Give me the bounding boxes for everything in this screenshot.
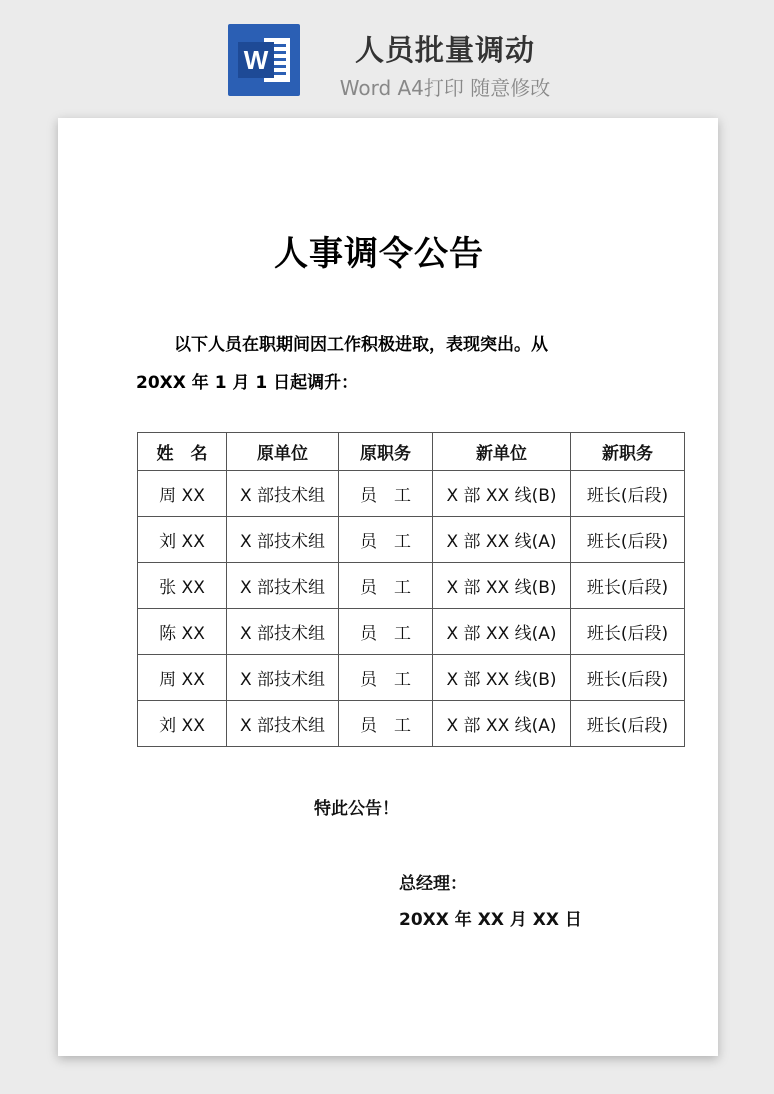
cell-name: 刘 XX [138, 517, 227, 563]
banner-subtitle: Word A4打印 随意修改 [339, 76, 551, 100]
cell-original-position: 员 工 [339, 655, 433, 701]
cell-new-position: 班长(后段) [571, 701, 685, 747]
cell-original-position: 员 工 [339, 609, 433, 655]
cell-original-unit: X 部技术组 [227, 655, 339, 701]
word-app-icon [228, 24, 300, 96]
intro-line-1: 以下人员在职期间因工作积极进取，表现突出。从 [174, 335, 548, 355]
cell-new-position: 班长(后段) [571, 517, 685, 563]
header-original-unit: 原单位 [227, 433, 339, 471]
cell-name: 张 XX [138, 563, 227, 609]
table-row [138, 609, 685, 655]
cell-name: 周 XX [138, 471, 227, 517]
cell-new-unit: X 部 XX 线(A) [433, 517, 571, 563]
cell-original-position: 员 工 [339, 701, 433, 747]
cell-new-position: 班长(后段) [571, 609, 685, 655]
cell-new-unit: X 部 XX 线(B) [433, 563, 571, 609]
cell-original-position: 员 工 [339, 471, 433, 517]
cell-original-unit: X 部技术组 [227, 701, 339, 747]
transfer-table [137, 432, 685, 747]
banner-title: 人员批量调动 [354, 33, 535, 67]
signature-date: 20XX 年 XX 月 XX 日 [399, 910, 582, 930]
cell-name: 周 XX [138, 655, 227, 701]
header-original-position: 原职务 [339, 433, 433, 471]
header-new-unit: 新单位 [433, 433, 571, 471]
cell-new-position: 班长(后段) [571, 563, 685, 609]
table-row [138, 701, 685, 747]
cell-new-position: 班长(后段) [571, 655, 685, 701]
cell-original-unit: X 部技术组 [227, 517, 339, 563]
cell-original-unit: X 部技术组 [227, 471, 339, 517]
closing-statement: 特此公告！ [314, 799, 399, 819]
word-logo-letter: W [238, 42, 274, 78]
cell-name: 刘 XX [138, 701, 227, 747]
cell-new-position: 班长(后段) [571, 471, 685, 517]
table-row [138, 563, 685, 609]
cell-new-unit: X 部 XX 线(B) [433, 471, 571, 517]
signatory-label: 总经理： [399, 874, 467, 894]
cell-original-unit: X 部技术组 [227, 563, 339, 609]
cell-original-position: 员 工 [339, 517, 433, 563]
table-row [138, 517, 685, 563]
cell-name: 陈 XX [138, 609, 227, 655]
header-new-position: 新职务 [571, 433, 685, 471]
cell-new-unit: X 部 XX 线(A) [433, 609, 571, 655]
intro-paragraph [136, 326, 616, 402]
table-header-row [138, 433, 685, 471]
intro-line-2: 20XX 年 1 月 1 日起调升： [136, 373, 359, 393]
cell-original-position: 员 工 [339, 563, 433, 609]
cell-new-unit: X 部 XX 线(A) [433, 701, 571, 747]
table-row [138, 655, 685, 701]
document-title: 人事调令公告 [274, 234, 484, 274]
cell-new-unit: X 部 XX 线(B) [433, 655, 571, 701]
header-name: 姓 名 [138, 433, 227, 471]
document-page [58, 118, 718, 1056]
cell-original-unit: X 部技术组 [227, 609, 339, 655]
table-row [138, 471, 685, 517]
